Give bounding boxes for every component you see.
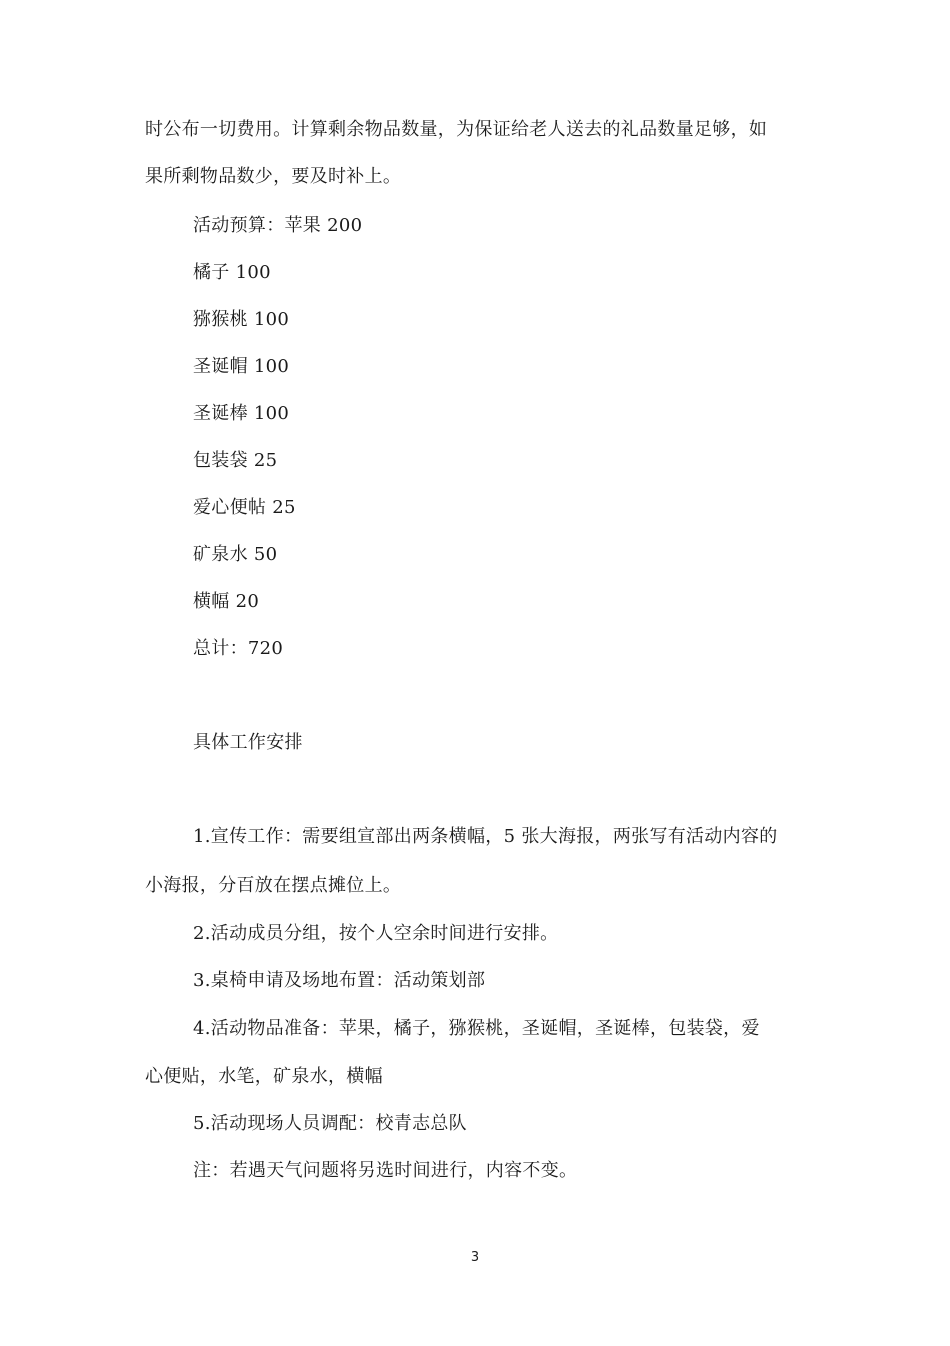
budget-item: 橘子 100 bbox=[193, 262, 271, 283]
task-item: 5.活动现场人员调配：校青志总队 bbox=[193, 1113, 467, 1134]
task-item: 4.活动物品准备：苹果，橘子，猕猴桃，圣诞帽，圣诞棒，包装袋，爱 bbox=[193, 1018, 760, 1039]
budget-item: 包装袋 25 bbox=[193, 450, 278, 471]
budget-item: 圣诞帽 100 bbox=[193, 356, 290, 377]
page-number: 3 bbox=[470, 1250, 480, 1265]
note-text: 注：若遇天气问题将另选时间进行，内容不变。 bbox=[193, 1160, 578, 1181]
task-item: 3.桌椅申请及场地布置：活动策划部 bbox=[193, 970, 486, 991]
task-item-continuation: 心便贴，水笔，矿泉水，横幅 bbox=[145, 1066, 383, 1087]
budget-item: 猕猴桃 100 bbox=[193, 309, 290, 330]
task-item-continuation: 小海报，分百放在摆点摊位上。 bbox=[145, 875, 402, 896]
paragraph-line: 时公布一切费用。计算剩余物品数量，为保证给老人送去的礼品数量足够，如 bbox=[145, 119, 768, 140]
budget-item: 横幅 20 bbox=[193, 591, 260, 612]
budget-item: 爱心便帖 25 bbox=[193, 497, 296, 518]
budget-heading: 活动预算：苹果 200 bbox=[193, 215, 363, 236]
budget-item: 矿泉水 50 bbox=[193, 544, 278, 565]
task-item: 2.活动成员分组，按个人空余时间进行安排。 bbox=[193, 923, 559, 944]
budget-item: 圣诞棒 100 bbox=[193, 403, 290, 424]
task-item: 1.宣传工作：需要组宣部出两条横幅，5 张大海报，两张写有活动内容的 bbox=[193, 826, 778, 847]
budget-total: 总计：720 bbox=[193, 638, 284, 659]
section-title: 具体工作安排 bbox=[193, 732, 303, 753]
paragraph-line: 果所剩物品数少，要及时补上。 bbox=[145, 166, 402, 187]
